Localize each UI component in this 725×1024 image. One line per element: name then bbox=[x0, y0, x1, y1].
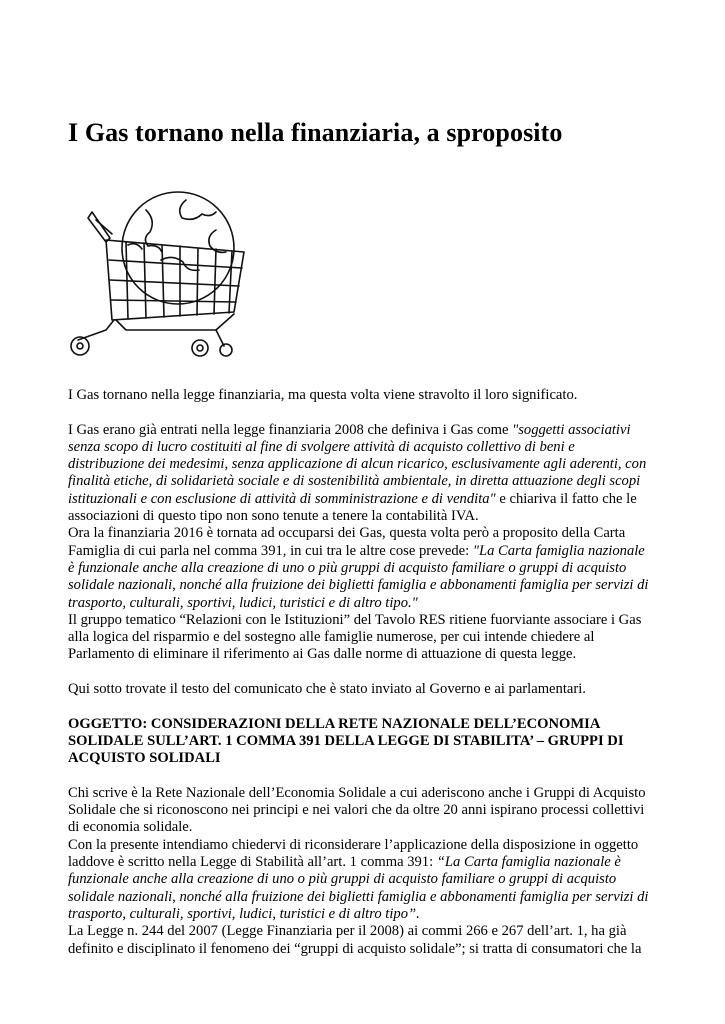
paragraph-communique-intro: Qui sotto trovate il testo del comunicato che è stato inviato al Governo e ai parlamentari. bbox=[68, 681, 586, 698]
paragraph-legge-244: La Legge n. 244 del 2007 (Legge Finanziaria per il 2008) ai commi 266 e 267 dell’art. 1, ha già definito e disciplinato il fenomeno dei “gruppi di acquisto solidale”; si tratta di consumatori che la bbox=[68, 923, 642, 957]
quote-comma-391: "La Carta famiglia nazionale è funzionale anche alla creazione di uno o più gruppi di acquisto familiare o gruppi di acquisto solidale nazionali, nonché alla fruizione dei biglietti famiglia e abbonamenti famiglia per servizi di trasporto, culturali, sportivi, ludici, turistici e di altro tipo." bbox=[68, 542, 649, 611]
paragraph-2008-law: I Gas erano già entrati nella legge finanziaria 2008 che definiva i Gas come "soggetti associativi senza scopo di lucro costituiti al fine di svolgere attività di acquisto collettivo di beni e distribuzione dei medesimi, senza applicazione di alcun ricarico, esclusivamente agli aderenti, con finalità etiche, di solidarietà sociale e di sostenibilità ambientale, in diretta attuazione degli scopi istituzionali e con esclusione di attività di somministrazione e di vendita" e chiariva il fatto che le associazioni di questo tipo non sono tenute a tenere la contabilità IVA. bbox=[68, 421, 647, 525]
paragraph-res-position: Il gruppo tematico “Relazioni con le Istituzioni” del Tavolo RES ritiene fuorviante associare i Gas alla logica del risparmio e del sostegno alle famiglie numerose, per cui intende chiedere al Parlamento di eliminare il riferimento ai Gas dalle norme di attuazione di questa legge. bbox=[68, 611, 642, 663]
quote-2008-law: "soggetti associativi senza scopo di lucro costituiti al fine di svolgere attività di acquisto collettivo di beni e distribuzione dei medesimi, senza applicazione di alcun ricarico, esclusivamente agli aderenti, con finalità etiche, di solidarietà sociale e di sostenibilità ambientale, in diretta attuazione degli scopi istituzionali e con esclusione di attività di somministrazione e di vendita" bbox=[68, 421, 647, 507]
paragraph-request: Con la presente intendiamo chiedervi di riconsiderare l’applicazione della disposizione in oggetto laddove è scritto nella Legge di Stabilità all’art. 1 comma 391: “La Carta famiglia nazionale è funzionale anche alla creazione di uno o più gruppi di acquisto familiare o gruppi di acquisto solidale nazionali, nonché alla fruizione dei biglietti famiglia e abbonamenti famiglia per servizi di trasporto, culturali, sportivi, ludici, turistici e di altro tipo”. bbox=[68, 836, 649, 922]
page-title: I Gas tornano nella finanziaria, a sproposito bbox=[68, 118, 563, 147]
globe-shopping-cart-illustration bbox=[66, 190, 246, 365]
paragraph-sender: Chi scrive è la Rete Nazionale dell’Economia Solidale a cui aderiscono anche i Gruppi di Acquisto Solidale che si riconoscono nei principi e nei valori che da oltre 20 anni ispirano processi collettivi di economia solidale. bbox=[68, 784, 646, 836]
subject-heading: OGGETTO: CONSIDERAZIONI DELLA RETE NAZIONALE DELL’ECONOMIA SOLIDALE SULL’ART. 1 COMMA 391 DELLA LEGGE DI STABILITA’ – GRUPPI DI ACQUISTO SOLIDALI bbox=[68, 715, 624, 767]
quote-legge-stabilita: “La Carta famiglia nazionale è funzionale anche alla creazione di uno o più gruppi di acquisto familiare o gruppi di acquisto solidale nazionali, nonché alla fruizione dei biglietti famiglia e abbonamenti famiglia per servizi di trasporto, culturali, sportivi, ludici, turistici e di altro tipo”. bbox=[68, 854, 649, 922]
article-body bbox=[68, 387, 653, 958]
paragraph-2016-law: Ora la finanziaria 2016 è tornata ad occuparsi dei Gas, questa volta però a proposito della Carta Famiglia di cui parla nel comma 391, in cui tra le altre cose prevede: "La Carta famiglia nazionale è funzionale anche alla creazione di uno o più gruppi di acquisto familiare o gruppi di acquisto solidale nazionali, nonché alla fruizione dei biglietti famiglia e abbonamenti famiglia per servizi di trasporto, culturali, sportivi, ludici, turistici e di altro tipo." bbox=[68, 525, 649, 611]
intro-paragraph: I Gas tornano nella legge finanziaria, ma questa volta viene stravolto il loro significato. bbox=[68, 387, 578, 403]
